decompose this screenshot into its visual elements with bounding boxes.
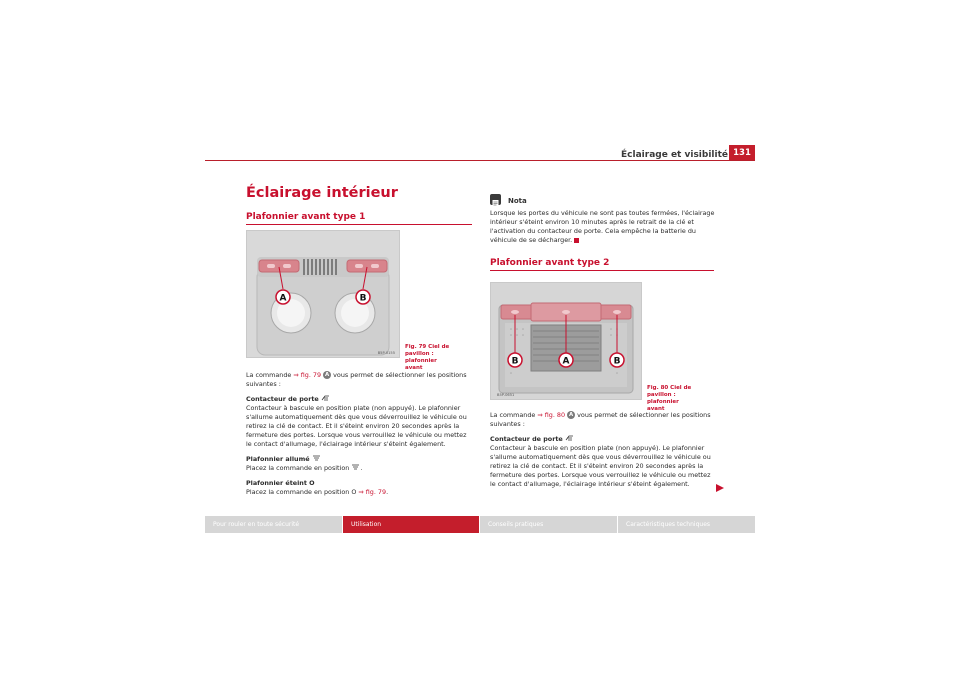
nota-info-icon: [490, 194, 501, 205]
figure-80-caption: [647, 385, 697, 413]
footer-tab-tips[interactable]: Conseils pratiques: [480, 516, 617, 533]
chapter-title: Éclairage et visibilité: [621, 150, 728, 160]
fig79-link[interactable]: ⇒ fig. 79: [293, 371, 322, 379]
door-heading: [490, 435, 718, 444]
figure-code: B5P-0651: [497, 393, 515, 397]
end-square-icon: [574, 238, 579, 243]
callout-badge-a: A: [569, 412, 574, 418]
caption-line: Fig. 80 Ciel de pavillon :: [647, 385, 692, 398]
callout-a: A: [279, 293, 287, 304]
fig79-link[interactable]: ⇒ fig. 79: [358, 488, 387, 496]
header-rule: [205, 160, 755, 161]
text: Lorsque les portes du véhicule ne sont pas toutes fermées, l'éclairage intérieur s'éteint environ 10 minutes après le retrait de la clé et l'activation du contacteur de porte. Cela empêche la batterie du véhicule de se décharger.: [490, 209, 715, 244]
roof-light-type2-illustration: [491, 283, 641, 399]
light-on-icon: [312, 455, 321, 461]
footer-tab-usage[interactable]: Utilisation: [343, 516, 479, 533]
callout-badge-a: A: [325, 372, 330, 378]
section2-heading-box: [490, 258, 714, 271]
on-heading: [246, 455, 474, 464]
text: .: [360, 464, 363, 472]
footer-tab-specs[interactable]: Caractéristiques techniques: [618, 516, 755, 533]
text: vous permet de sélectionner les positions suivantes :: [246, 371, 467, 388]
text: Plafonnier allumé: [246, 455, 310, 463]
section2-intro: [490, 411, 718, 429]
text: Contacteur de porte: [490, 435, 563, 443]
text: vous permet de sélectionner les positions suivantes :: [490, 411, 711, 428]
caption-line: Fig. 79 Ciel de pavillon :: [405, 344, 450, 357]
figure-79: [246, 230, 400, 358]
door-text: Contacteur à bascule en position plate (non appuyé). Le plafonnier s'allume automatiquement dès que vous déverrouillez le véhicule ou retirez la clé de contact. Et il s'éteint environ 20 secondes après la fermeture des portes. Lorsque vous verrouillez le véhicule ou mettez le contact d'allumage, l'éclairage intérieur s'éteint également.: [490, 444, 711, 488]
section1-heading-box: [246, 212, 472, 225]
off-text: [246, 488, 474, 497]
footer-tab-safety[interactable]: Pour rouler en toute sécurité: [205, 516, 342, 533]
nota-text: [490, 209, 716, 245]
on-text: [246, 464, 474, 473]
fig80-link[interactable]: ⇒ fig. 80: [537, 411, 566, 419]
text: .: [386, 488, 389, 496]
door-contact-icon: [321, 395, 330, 401]
text: La commande: [490, 411, 538, 419]
callout-b-right: B: [613, 356, 621, 367]
callout-b-left: B: [511, 356, 519, 367]
next-page-arrow-icon[interactable]: [716, 484, 724, 492]
roof-light-type1-illustration: [247, 231, 399, 357]
door-heading: [246, 395, 474, 404]
callout-a: A: [562, 356, 570, 367]
text: Contacteur de porte: [246, 395, 319, 403]
text: Placez la commande en position O: [246, 488, 359, 496]
caption-line: plafonnier avant: [647, 399, 679, 412]
text: La commande: [246, 371, 294, 379]
door-text: Contacteur à bascule en position plate (non appuyé). Le plafonnier s'allume automatiquement dès que vous déverrouillez le véhicule ou retirez la clé de contact. Et il s'éteint environ 20 secondes après la fermeture des portes. Lorsque vous verrouillez le véhicule ou mettez le contact d'allumage, l'éclairage intérieur s'éteint également.: [246, 404, 467, 448]
nota-body: [490, 209, 716, 245]
callout-b: B: [359, 293, 367, 304]
section1-intro: [246, 371, 474, 389]
section1-body: [246, 371, 474, 497]
text: Placez la commande en position: [246, 464, 352, 472]
caption-line: plafonnier avant: [405, 358, 437, 371]
nota-label: Nota: [508, 197, 527, 205]
figure-79-caption: [405, 344, 455, 372]
section1-heading: Plafonnier avant type 1: [246, 212, 366, 222]
figure-code: B5P-0155: [377, 351, 395, 355]
page-title: Éclairage intérieur: [246, 185, 398, 201]
page-number: 131: [729, 145, 755, 161]
section2-heading: Plafonnier avant type 2: [490, 258, 610, 268]
light-on-icon: [351, 464, 363, 472]
figure-80: [490, 282, 642, 400]
door-contact-icon: [565, 435, 574, 441]
off-heading: Plafonnier éteint O: [246, 479, 315, 487]
section2-body: [490, 411, 718, 489]
